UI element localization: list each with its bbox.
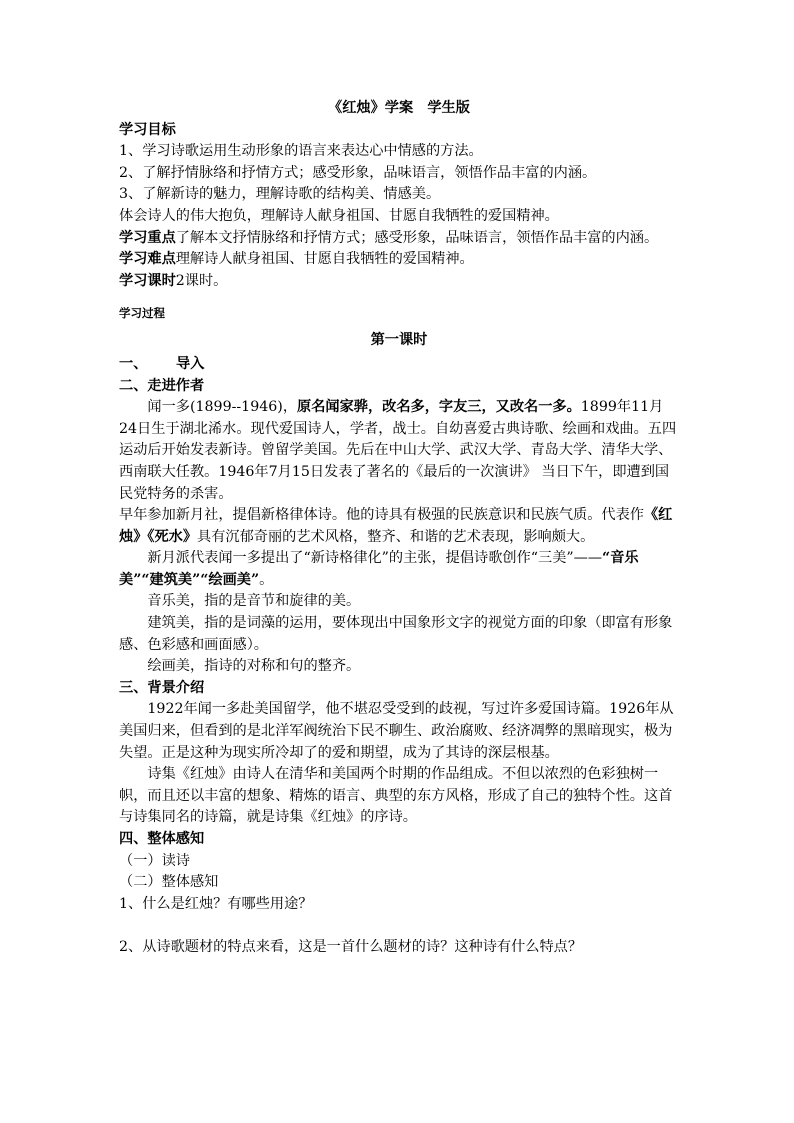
key-point bbox=[119, 228, 679, 250]
author-paragraph bbox=[119, 397, 679, 505]
key-point-text: 了解本文抒情脉络和抒情方式；感受形象，品味语言，领悟作品丰富的内涵。 bbox=[175, 229, 659, 246]
works-pre: 早年参加新月社，提倡新格律体诗。他的诗具有极强的民族意识和民族气质。代表作 bbox=[119, 507, 644, 524]
works-paragraph bbox=[119, 505, 679, 548]
author-names-bold: 原名闻家骅，改名多，字友三，又改名一多。 bbox=[297, 399, 581, 416]
architecture-beauty: 建筑美，指的是词藻的运用，要体现出中国象形文字的视觉方面的印象（即富有形象感、色彩感和画面感）。 bbox=[119, 615, 673, 653]
section-author-heading: 二、走进作者 bbox=[119, 377, 205, 394]
goal-item: 1、学习诗歌运用生动形象的语言来表达心中情感的方法。 bbox=[119, 143, 483, 160]
lesson-title: 第一课时 bbox=[370, 332, 428, 349]
author-bio: 1899年11月24日生于湖北浠水。现代爱国诗人，学者，战士。自幼喜爱古典诗歌、绘画和戏曲。五四运动后开始发表新诗。曾留学美国。先后在中山大学、武汉大学、青岛大学、清华大学、西南联大任教。1946年7月15日发表了著名的《最后的一次演讲》 当日下午，即遭到国民党特务的杀害。 bbox=[119, 399, 677, 502]
painting-beauty: 绘画美，指诗的对称和句的整齐。 bbox=[147, 658, 361, 675]
question-item: 1、什么是红烛？有哪些用途？ bbox=[119, 895, 313, 912]
key-point-label: 学习重点 bbox=[119, 229, 176, 246]
answer-space bbox=[119, 915, 679, 937]
document-title: 《红烛》学案 学生版 bbox=[328, 100, 470, 116]
document-content bbox=[119, 98, 679, 959]
xinyue-paragraph bbox=[119, 548, 679, 591]
section-title: 导入 bbox=[176, 355, 205, 372]
section-background-heading: 三、背景介绍 bbox=[119, 679, 205, 696]
difficulty-label: 学习难点 bbox=[119, 251, 176, 268]
difficulty bbox=[119, 249, 679, 271]
goal-item: 3、了解新诗的魅力，理解诗歌的结构美、情感美。 bbox=[119, 186, 441, 203]
process-heading: 学习过程 bbox=[119, 306, 165, 321]
xinyue-pre: 新月派代表闻一多提出了“新诗格律化”的主张，提倡诗歌创作“三美”—— bbox=[147, 550, 603, 567]
subsection-perception: （二）整体感知 bbox=[119, 874, 219, 891]
background-paragraph: 1922年闻一多赴美国留学，他不堪忍受受到的歧视，写过许多爱国诗篇。1926年从美国归来，但看到的是北洋军阀统治下民不聊生、政治腐败、经济凋弊的黑暗现实，极为失望。正是这种为现实所冷却了的爱和期望，成为了其诗的深层根基。 bbox=[119, 701, 674, 761]
class-hours bbox=[119, 271, 679, 293]
section-perception-heading: 四、整体感知 bbox=[119, 831, 205, 847]
section-intro-heading bbox=[119, 354, 679, 376]
music-beauty: 音乐美，指的是音节和旋律的美。 bbox=[147, 593, 361, 610]
class-hours-label: 学习课时 bbox=[119, 272, 176, 289]
class-hours-text: 2课时。 bbox=[175, 272, 228, 289]
difficulty-text: 理解诗人献身祖国、甘愿自我牺牲的爱国精神。 bbox=[175, 251, 474, 268]
goal-item: 体会诗人的伟大抱负，理解诗人献身祖国、甘愿自我牺牲的爱国精神。 bbox=[119, 207, 559, 224]
works-bold: 《红烛》《死水》 bbox=[119, 507, 673, 545]
section-number: 一、 bbox=[119, 355, 148, 372]
question-item: 2、从诗歌题材的特点来看，这是一首什么题材的诗？这种诗有什么特点？ bbox=[119, 938, 583, 955]
author-name: 闻一多(1899--1946)， bbox=[147, 399, 298, 416]
background-paragraph: 诗集《红烛》由诗人在清华和美国两个时期的作品组成。不但以浓烈的色彩独树一帜，而且还以丰富的想象、精炼的语言、典型的东方风格，形成了自己的独特个性。这首与诗集同名的诗篇，就是诗集《红烛》的序诗。 bbox=[119, 766, 673, 826]
works-post: 具有沉郁奇丽的艺术风格，整齐、和谐的艺术表现，影响颇大。 bbox=[197, 528, 595, 545]
subsection-read: （一）读诗 bbox=[119, 852, 190, 869]
goal-item: 2、了解抒情脉络和抒情方式；感受形象，品味语言，领悟作品丰富的内涵。 bbox=[119, 164, 597, 181]
goals-heading: 学习目标 bbox=[119, 121, 176, 138]
xinyue-post: 。 bbox=[259, 571, 274, 588]
xinyue-bold: “音乐美”“建筑美”“绘画美” bbox=[119, 550, 639, 588]
